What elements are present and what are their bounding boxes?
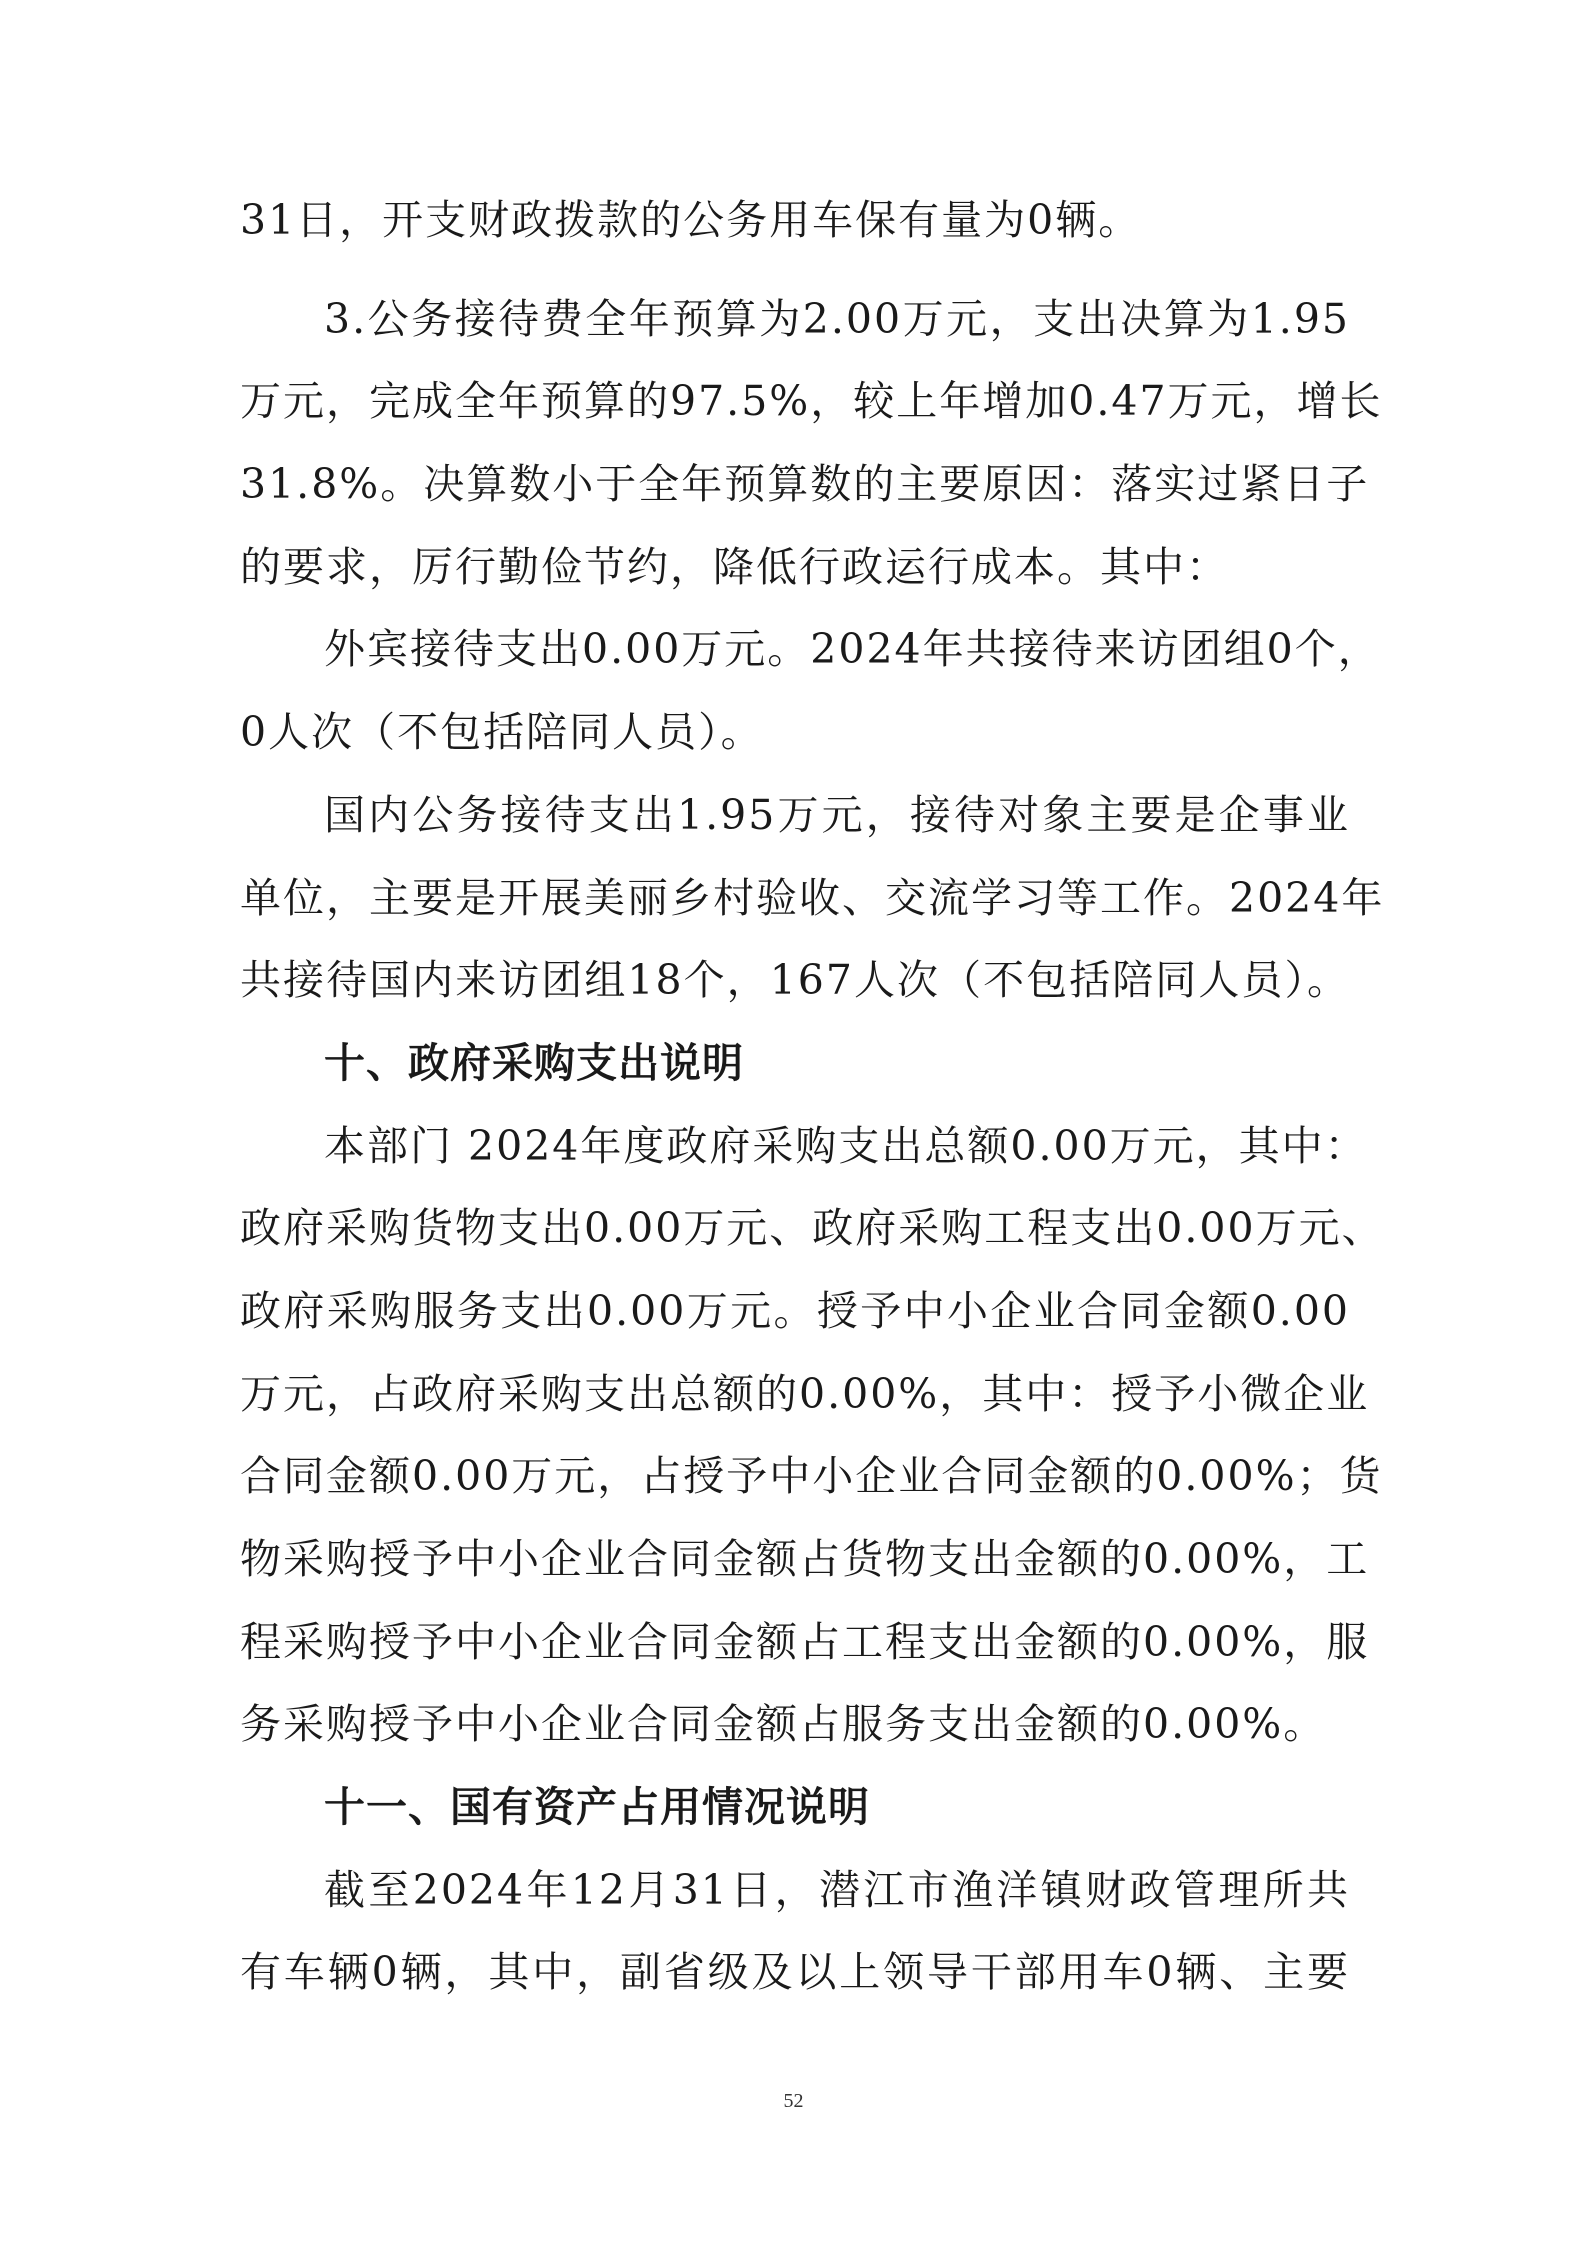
paragraph-line: 截至2024年12月31日，潜江市渔洋镇财政管理所共: [324, 1866, 1350, 1914]
section-heading: 十一、国有资产占用情况说明: [324, 1783, 870, 1831]
section-heading: 十、政府采购支出说明: [324, 1039, 744, 1087]
paragraph-line: 有车辆0辆，其中，副省级及以上领导干部用车0辆、主要: [240, 1948, 1350, 1996]
paragraph-line: 政府采购服务支出0.00万元。授予中小企业合同金额0.00: [240, 1287, 1350, 1335]
paragraph-line: 万元，完成全年预算的97.5%，较上年增加0.47万元，增长: [240, 377, 1383, 425]
paragraph-line: 共接待国内来访团组18个，167人次（不包括陪同人员）。: [240, 956, 1350, 1004]
paragraph-line: 31.8%。决算数小于全年预算数的主要原因：落实过紧日子: [240, 460, 1370, 508]
paragraph-line: 万元，占政府采购支出总额的0.00%，其中：授予小微企业: [240, 1370, 1370, 1418]
paragraph-line: 的要求，厉行勤俭节约，降低行政运行成本。其中：: [240, 543, 1229, 591]
paragraph-line: 务采购授予中小企业合同金额占服务支出金额的0.00%。: [240, 1700, 1327, 1748]
paragraph-line: 外宾接待支出0.00万元。2024年共接待来访团组0个，: [324, 625, 1381, 673]
paragraph-line: 物采购授予中小企业合同金额占货物支出金额的0.00%，工: [240, 1535, 1370, 1583]
paragraph-line: 3.公务接待费全年预算为2.00万元，支出决算为1.95: [324, 295, 1350, 343]
paragraph-line: 程采购授予中小企业合同金额占工程支出金额的0.00%，服: [240, 1618, 1370, 1666]
paragraph-line: 政府采购货物支出0.00万元、政府采购工程支出0.00万元、: [240, 1204, 1385, 1252]
page-number: 52: [783, 2090, 804, 2112]
paragraph-line: 0人次（不包括陪同人员）。: [240, 708, 764, 756]
paragraph-line: 合同金额0.00万元，占授予中小企业合同金额的0.00%；货: [240, 1452, 1383, 1500]
paragraph-line: 单位，主要是开展美丽乡村验收、交流学习等工作。2024年: [240, 874, 1385, 922]
paragraph-line: 本部门 2024年度政府采购支出总额0.00万元，其中：: [324, 1122, 1368, 1170]
paragraph-line: 国内公务接待支出1.95万元，接待对象主要是企事业: [324, 791, 1350, 839]
paragraph-line: 31日，开支财政拨款的公务用车保有量为0辆。: [240, 196, 1142, 244]
